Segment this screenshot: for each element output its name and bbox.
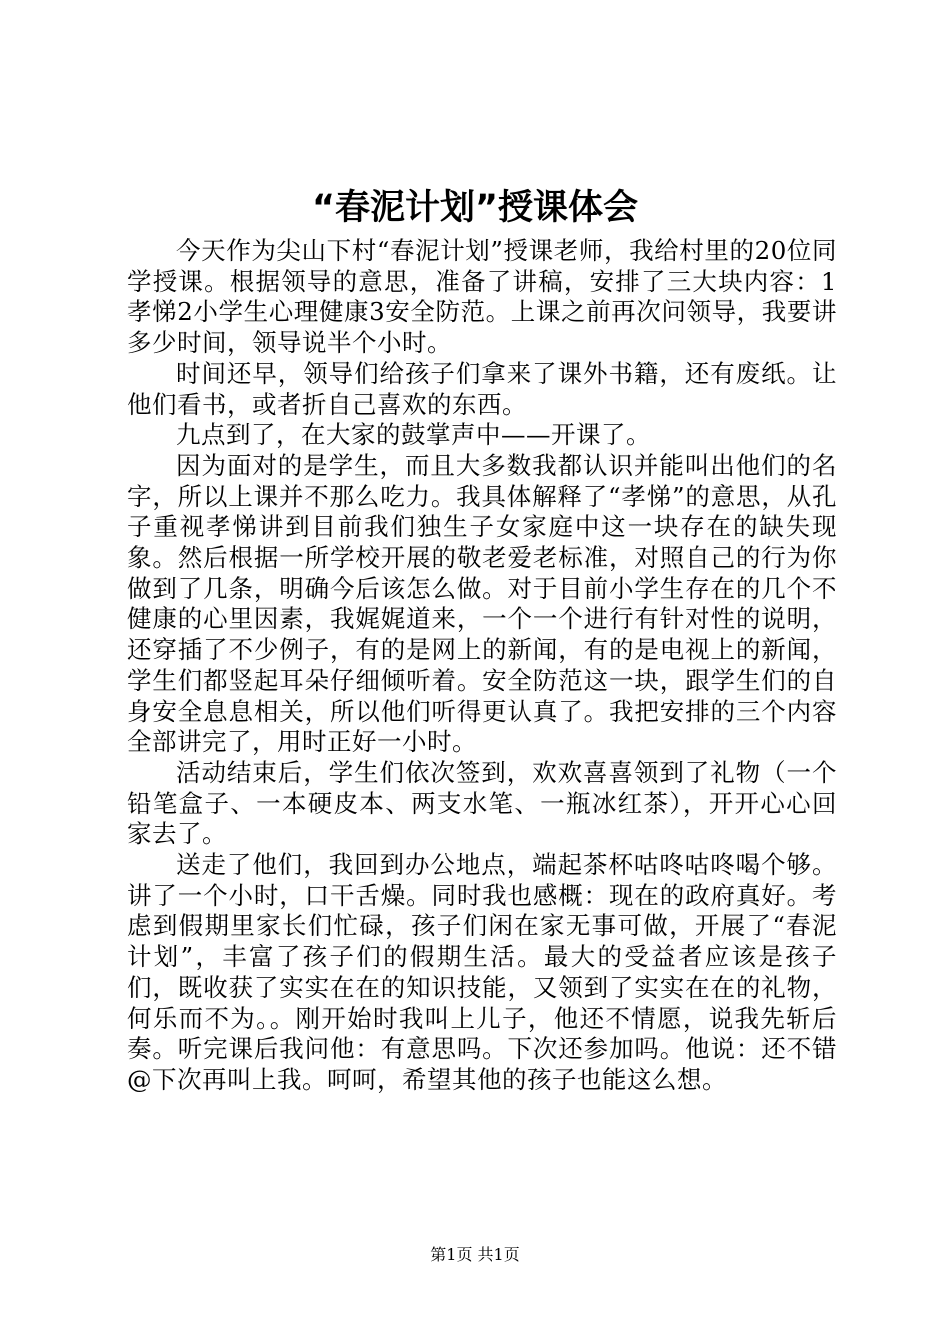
paragraph: 今天作为尖山下村“春泥计划”授课老师，我给村里的20位同学授课。根据领导的意思，准备了讲稿，安排了三大块内容：1孝悌2小学生心理健康3安全防范。上课之前再次问领导，我要讲多少时间，领导说半个小时。 bbox=[127, 236, 837, 358]
document-title: “春泥计划”授课体会 bbox=[311, 188, 638, 228]
paragraph: 九点到了，在大家的鼓掌声中——开课了。 bbox=[176, 420, 651, 450]
paragraph: 送走了他们，我回到办公地点，端起茶杯咕咚咕咚喝个够。讲了一个小时，口干舌燥。同时我也感概：现在的政府真好。考虑到假期里家长们忙碌，孩子们闲在家无事可做，开展了“春泥计划”，丰富了孩子们的假期生活。最大的受益者应该是孩子们，既收获了实实在在的知识技能，又领到了实实在在的礼物，何乐而不为。。刚开始时我叫上儿子，他还不情愿，说我先斩后奏。听完课后我问他：有意思吗。下次还参加吗。他说：还不错@下次再叫上我。呵呵，希望其他的孩子也能这么想。 bbox=[127, 850, 837, 1094]
page-number-footer: 第1页 共1页 bbox=[430, 1245, 520, 1264]
paragraph: 时间还早，领导们给孩子们拿来了课外书籍，还有废纸。让他们看书，或者折自己喜欢的东西。 bbox=[127, 358, 837, 419]
paragraph: 因为面对的是学生，而且大多数我都认识并能叫出他们的名字，所以上课并不那么吃力。我具体解释了“孝悌”的意思，从孔子重视孝悌讲到目前我们独生子女家庭中这一块存在的缺失现象。然后根据一所学校开展的敬老爱老标准，对照自己的行为你做到了几条，明确今后该怎么做。对于目前小学生存在的几个不健康的心里因素，我娓娓道来，一个一个进行有针对性的说明，还穿插了不少例子，有的是网上的新闻，有的是电视上的新闻，学生们都竖起耳朵仔细倾听着。安全防范这一块，跟学生们的自身安全息息相关，所以他们听得更认真了。我把安排的三个内容全部讲完了，用时正好一小时。 bbox=[127, 450, 837, 757]
document-body bbox=[127, 236, 837, 1096]
paragraph: 活动结束后，学生们依次签到，欢欢喜喜领到了礼物（一个铅笔盒子、一本硬皮本、两支水笔、一瓶冰红茶），开开心心回家去了。 bbox=[127, 757, 837, 849]
